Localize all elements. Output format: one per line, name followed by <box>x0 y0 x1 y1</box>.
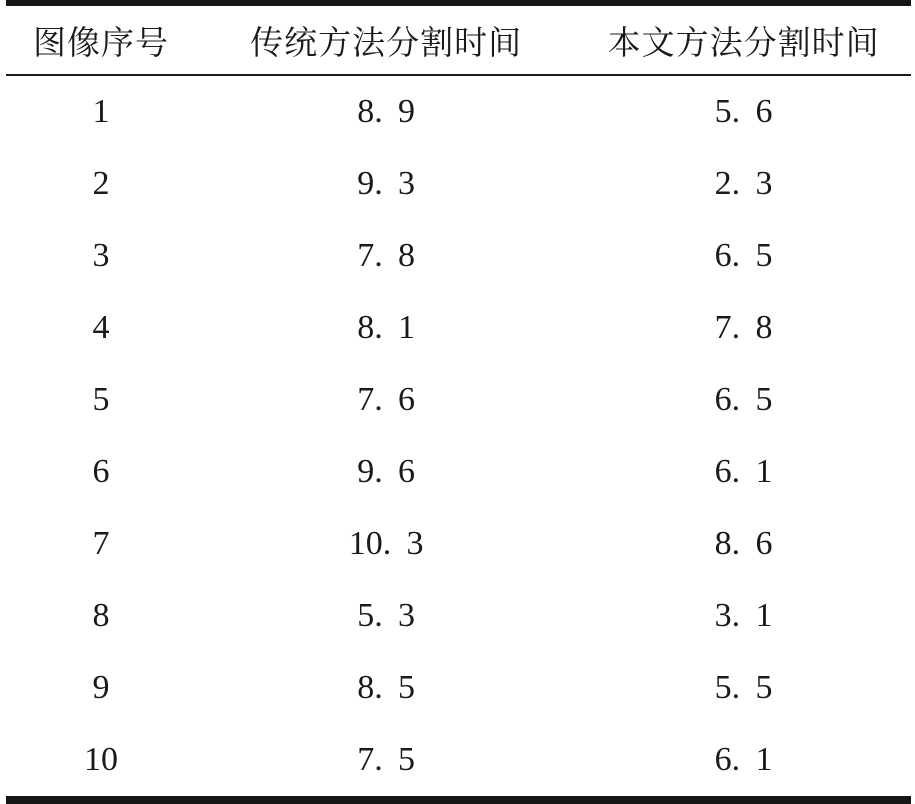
cell-traditional-time: 10. 3 <box>348 525 424 562</box>
cell-image-index: 10 <box>84 741 119 778</box>
table-row <box>6 580 911 652</box>
cell-image-index: 9 <box>92 669 110 706</box>
table-row <box>6 364 911 436</box>
cell-proposed-time: 6. 5 <box>714 237 773 274</box>
cell-proposed-time: 6. 1 <box>714 741 773 778</box>
cell-proposed-time: 5. 6 <box>714 93 773 130</box>
cell-proposed-time: 3. 1 <box>714 597 773 634</box>
segmentation-time-table <box>6 0 911 804</box>
cell-traditional-time: 7. 5 <box>357 741 415 778</box>
table-row <box>6 148 911 220</box>
cell-image-index: 8 <box>92 597 110 634</box>
cell-proposed-time: 5. 5 <box>714 669 773 706</box>
cell-image-index: 2 <box>92 165 110 202</box>
cell-proposed-time: 7. 8 <box>714 309 773 346</box>
table-row <box>6 75 911 148</box>
header-image-index: 图像序号 <box>6 3 196 75</box>
cell-traditional-time: 8. 9 <box>357 93 415 130</box>
table-row <box>6 292 911 364</box>
cell-image-index: 6 <box>92 453 110 490</box>
header-row <box>6 3 911 75</box>
table-row <box>6 508 911 580</box>
cell-traditional-time: 7. 8 <box>357 237 415 274</box>
cell-traditional-time: 7. 6 <box>357 381 415 418</box>
cell-image-index: 5 <box>92 381 110 418</box>
cell-traditional-time: 9. 6 <box>357 453 415 490</box>
cell-image-index: 3 <box>92 237 110 274</box>
cell-image-index: 7 <box>92 525 110 562</box>
cell-proposed-time: 8. 6 <box>714 525 773 562</box>
table-row <box>6 436 911 508</box>
cell-proposed-time: 6. 5 <box>714 381 773 418</box>
table-row <box>6 220 911 292</box>
cell-traditional-time: 5. 3 <box>357 597 415 634</box>
table-row <box>6 652 911 724</box>
cell-proposed-time: 6. 1 <box>714 453 773 490</box>
header-proposed-time: 本文方法分割时间 <box>576 3 911 75</box>
cell-traditional-time: 9. 3 <box>357 165 415 202</box>
cell-traditional-time: 8. 5 <box>357 669 415 706</box>
cell-traditional-time: 8. 1 <box>357 309 415 346</box>
cell-image-index: 1 <box>92 93 110 130</box>
cell-proposed-time: 2. 3 <box>714 165 773 202</box>
cell-image-index: 4 <box>92 309 110 346</box>
header-traditional-time: 传统方法分割时间 <box>196 3 576 75</box>
